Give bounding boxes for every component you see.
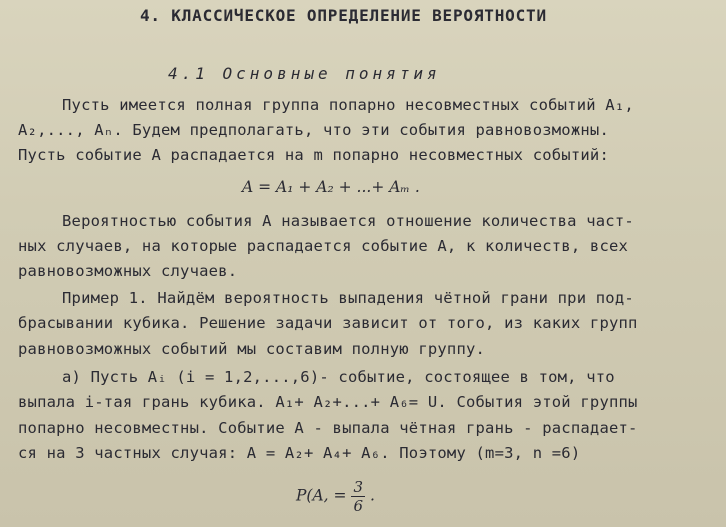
paragraph4-line1: а) Пусть Aᵢ (i = 1,2,...,6)- событие, состоящее в том, что [62,368,615,386]
formula-probability [296,478,375,515]
fraction-numerator: 3 [353,478,363,496]
paragraph1-line1: Пусть имеется полная группа попарно несовместных событий A₁, [62,96,634,114]
paragraph3-line3: равновозможных событий мы составим полную группу. [18,340,486,358]
formula-end: . [369,486,375,505]
paragraph1-line3: Пусть событие A распадается на m попарно несовместных событий: [18,146,609,164]
subsection-title: 4.1 Основные понятия [168,64,441,83]
paragraph2-line1: Вероятностью события A называется отношение количества част- [62,212,634,230]
paragraph2-line3: равновозможных случаев. [18,262,238,280]
fraction-denominator: 6 [353,497,363,515]
paragraph2-line2: ных случаев, на которые распадается событие A, к количеств, всех [18,237,629,255]
paragraph4-line3: попарно несовместны. Событие A - выпала чётная грань - распадает- [18,419,638,437]
paragraph4-line4: ся на 3 частных случая: A = A₂+ A₄+ A₆. Поэтому (m=3, n =6) [18,444,581,462]
paragraph3-line1: Пример 1. Найдём вероятность выпадения чётной грани при под- [62,289,634,307]
probability-lhs: P(A, = [296,486,347,505]
formula-sum: A = A₁ + A₂ + ...+ Aₘ . [242,178,420,196]
paragraph4-line2: выпала i-тая грань кубика. A₁+ A₂+...+ A₆= U. События этой группы [18,393,638,411]
paragraph1-line2: A₂,..., Aₙ. Будем предполагать, что эти события равновозможны. [18,121,609,139]
section-title: 4. КЛАССИЧЕСКОЕ ОПРЕДЕЛЕНИЕ ВЕРОЯТНОСТИ [140,6,547,25]
fraction [351,478,365,515]
paragraph3-line2: брасывании кубика. Решение задачи зависит от того, из каких групп [18,314,638,332]
